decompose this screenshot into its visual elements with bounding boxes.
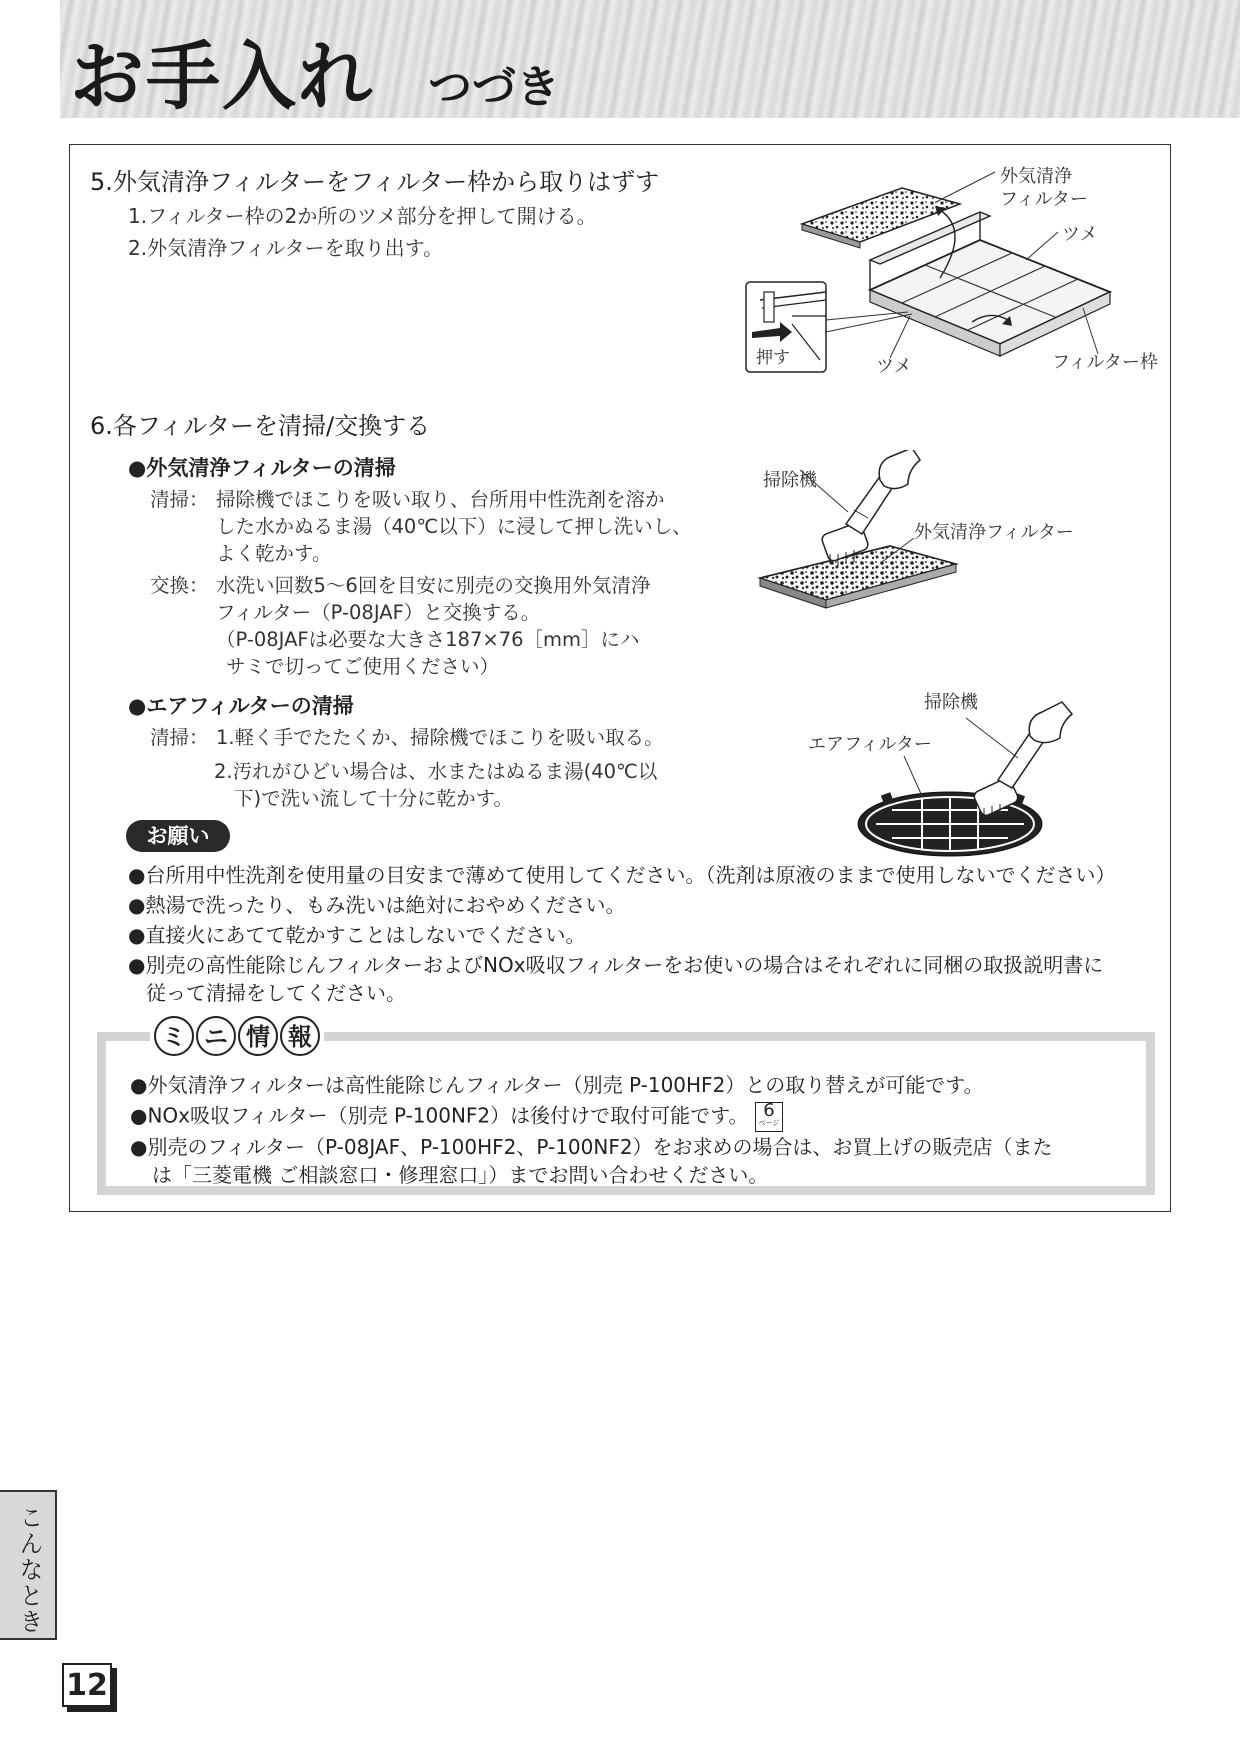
onegai-badge: お願い (126, 820, 230, 852)
air-filter-clean-title: ●エアフィルターの清掃 (128, 694, 354, 718)
page-subtitle: つづき (428, 62, 560, 113)
mini-char-hou: 報 (280, 1016, 320, 1056)
outer-replace-line-4: サミで切ってご使用ください） (226, 655, 500, 678)
mini-info-line-2-wrap (130, 1102, 783, 1132)
outer-replace-label: 交換： (150, 574, 209, 597)
air-clean-line-2: 2.汚れがひどい場合は、水またはぬるま湯(40℃以 (214, 760, 658, 783)
outer-replace-line-3: （P-08JAFは必要な大きさ187×76［mm］にハ (216, 628, 640, 651)
side-tab-label: こんなとき (15, 1505, 43, 1635)
onegai-note-3: ●直接火にあてて乾かすことはしないでください。 (128, 923, 586, 947)
page-reference-link[interactable]: 6 ページ (755, 1102, 783, 1132)
outer-filter-label-1: 外気清浄 (1000, 166, 1072, 187)
fig-outer-filter-label: 外気清浄フィルター (914, 522, 1074, 543)
tsume-label-bottom: ツメ (876, 356, 912, 377)
section5-heading: 5.外気清浄フィルターをフィルター枠から取りはずす (90, 168, 660, 196)
mini-char-mi: ミ (154, 1016, 194, 1056)
outer-clean-line-1: 掃除機でほこりを吸い取り、台所用中性洗剤を溶か (216, 488, 665, 511)
air-clean-line-1: 1.軽く手でたたくか、掃除機でほこりを吸い取る。 (216, 726, 664, 749)
page-number: 12 (62, 1663, 112, 1707)
fig-outer-vacuum-label: 掃除機 (763, 470, 817, 491)
outer-clean-line-3: よく乾かす。 (216, 542, 332, 565)
fig-air-filter-label: エアフィルター (808, 734, 932, 755)
vacuum-outer-filter-figure (750, 450, 1100, 630)
outer-filter-label-2: フィルター (1000, 189, 1088, 210)
page-title: お手入れ (70, 34, 374, 120)
fig-air-vacuum-label: 掃除機 (924, 692, 978, 713)
tsume-label-right: ツメ (1062, 224, 1098, 245)
onegai-note-2: ●熱湯で洗ったり、もみ洗いは絶対におやめください。 (128, 893, 626, 917)
mini-info-line-2: ●NOx吸収フィルター（別売 P-100NF2）は後付けで取付可能です。 (130, 1103, 749, 1128)
onegai-note-4: ●別売の高性能除じんフィルターおよびNOx吸収フィルターをお使いの場合はそれぞれに同梱の取扱説明書に (128, 953, 1104, 977)
outer-filter-clean-title: ●外気清浄フィルターの清掃 (128, 456, 396, 480)
outer-clean-label: 清掃： (150, 488, 209, 511)
section5-step-1: 1.フィルター枠の2か所のツメ部分を押して開ける。 (128, 204, 597, 228)
filter-frame-figure (740, 160, 1180, 380)
push-label: 押す (756, 348, 790, 368)
mini-char-ni: ニ (196, 1016, 236, 1056)
outer-replace-line-2: フィルター（P-08JAF）と交換する。 (216, 601, 541, 624)
mini-info-line-3a: ●別売のフィルター（P-08JAF、P-100HF2、P-100NF2）をお求めの場合は、お買上げの販売店（また (130, 1135, 1053, 1159)
mini-char-jou: 情 (238, 1016, 278, 1056)
onegai-note-4-cont: 従って清掃をしてください。 (146, 981, 406, 1005)
mini-info-title (150, 1016, 324, 1056)
outer-replace-line-1: 水洗い回数5～6回を目安に別売の交換用外気清浄 (216, 574, 651, 597)
frame-label: フィルター枠 (1052, 352, 1158, 373)
section6-heading: 6.各フィルターを清掃/交換する (90, 412, 431, 440)
mini-info-line-3b: は「三菱電機 ご相談窓口・修理窓口」）までお問い合わせください。 (152, 1163, 769, 1187)
onegai-note-1: ●台所用中性洗剤を使用量の目安まで薄めて使用してください。（洗剤は原液のままで使用しないでください） (128, 863, 1116, 887)
air-clean-line-3: 下)で洗い流して十分に乾かす。 (234, 787, 514, 810)
section5-step-2: 2.外気清浄フィルターを取り出す。 (128, 236, 444, 260)
mini-info-line-1: ●外気清浄フィルターは高性能除じんフィルター（別売 P-100HF2）との取り替えが可能です。 (130, 1073, 984, 1097)
air-clean-label: 清掃： (150, 726, 209, 749)
vacuum-air-filter-figure (800, 688, 1090, 858)
outer-clean-line-2: した水かぬるま湯（40℃以下）に浸して押し洗いし、 (216, 515, 692, 538)
